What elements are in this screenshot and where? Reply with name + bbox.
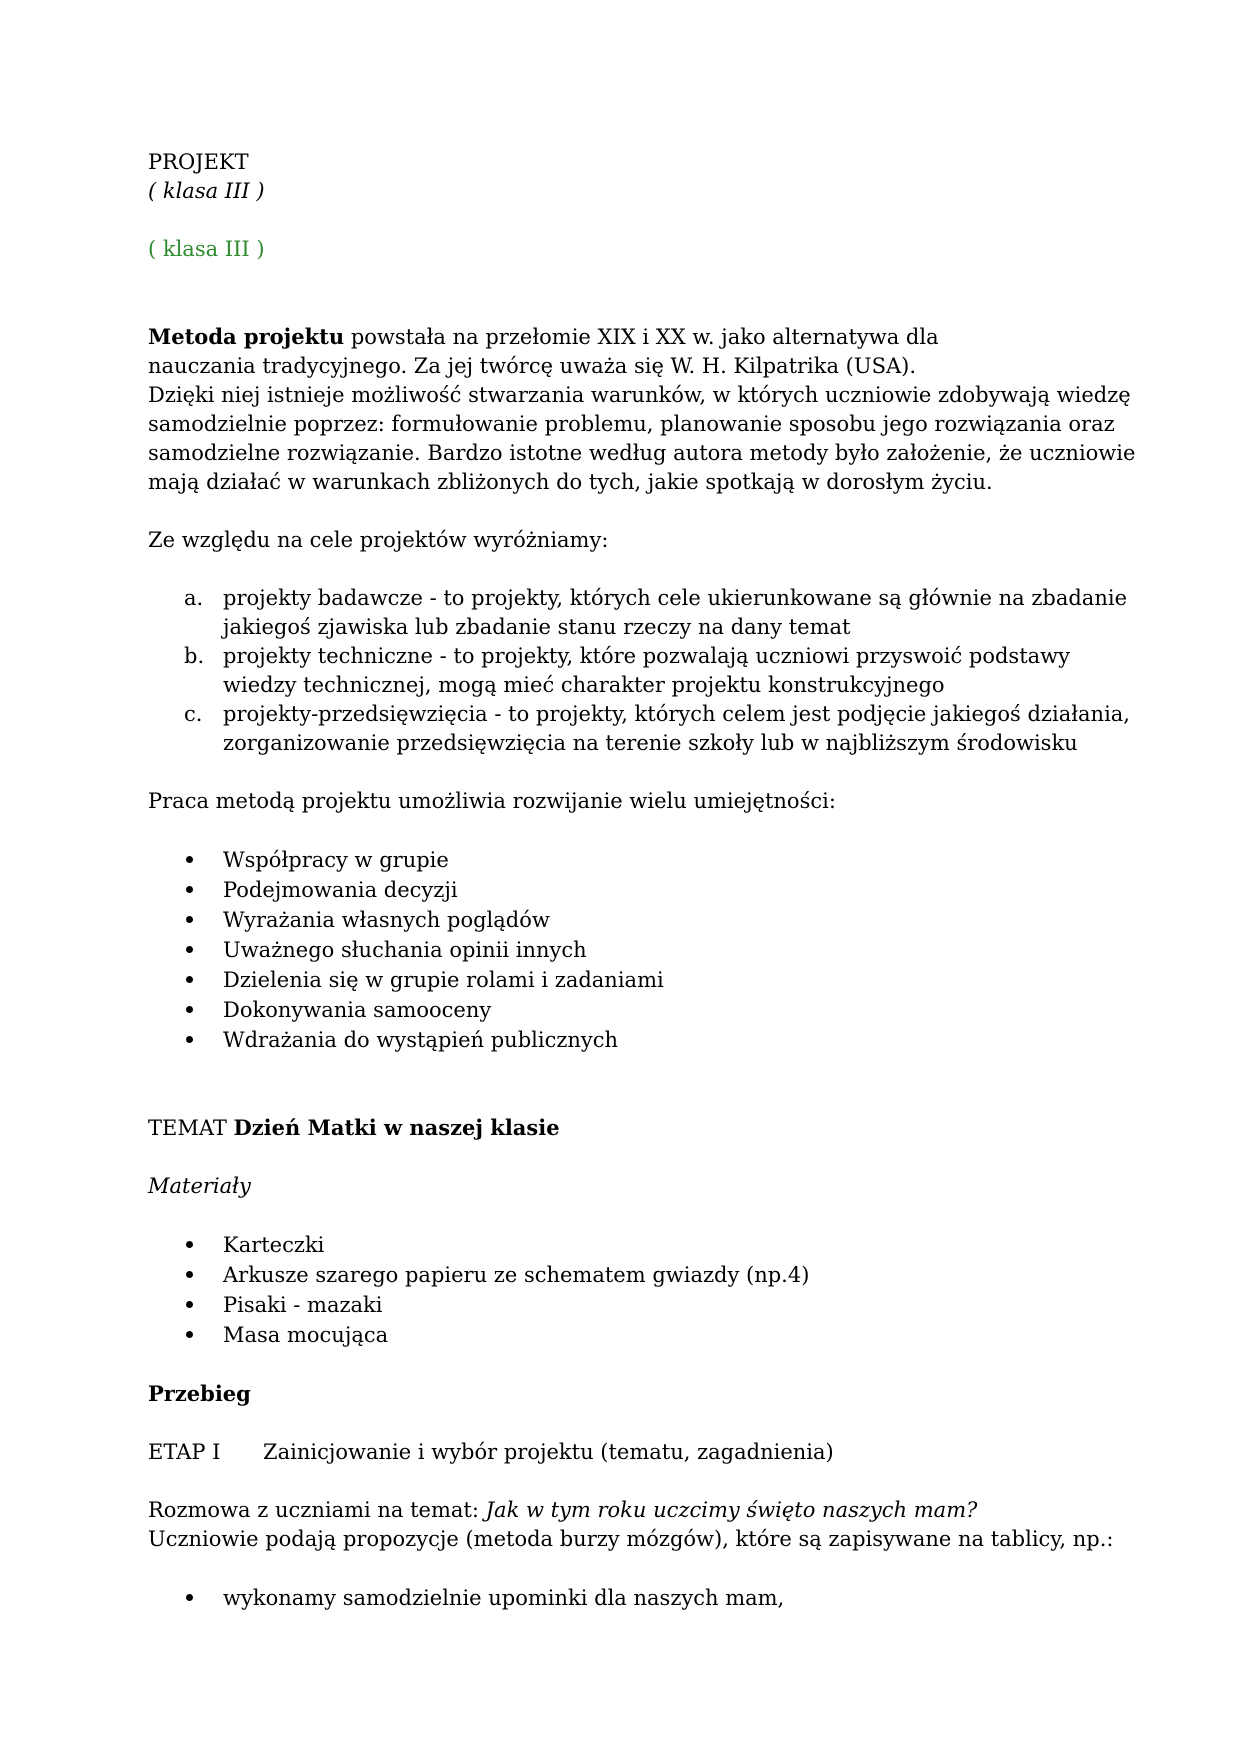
topic-line — [148, 1113, 1140, 1143]
list-item-text: Współpracy w grupie — [223, 848, 449, 872]
list-item-text: projekty techniczne - to projekty, które pozwalają uczniowi przyswoić podstawy wiedzy technicznej, mogą mieć charakter projektu konstrukcyjnego — [223, 644, 1070, 697]
list-item — [148, 905, 1140, 935]
list-item-text: Wdrażania do wystąpień publicznych — [223, 1028, 619, 1052]
spacer — [148, 497, 1140, 526]
materials-list — [148, 1230, 1140, 1350]
topic-label: TEMAT — [148, 1116, 234, 1140]
bullet-icon — [186, 886, 193, 893]
list-marker: b. — [184, 644, 205, 668]
intro-line1-text: powstała na przełomie XIX i XX w. jako alternatywa dla — [344, 325, 939, 349]
course-heading-text: Przebieg — [148, 1381, 251, 1406]
spacer — [148, 206, 1140, 235]
spacer — [148, 816, 1140, 845]
list-item-text: Podejmowania decyzji — [223, 878, 458, 902]
etap-label: ETAP I — [148, 1440, 221, 1464]
list-item — [148, 935, 1140, 965]
list-item — [148, 995, 1140, 1025]
list-item — [148, 1583, 1140, 1613]
list-marker: a. — [184, 586, 204, 610]
spacer — [148, 1409, 1140, 1438]
spacer — [148, 1201, 1140, 1230]
list-item — [148, 1260, 1140, 1290]
spacer — [148, 758, 1140, 787]
list-item — [148, 875, 1140, 905]
bullet-icon — [186, 1271, 193, 1278]
goals-list — [148, 584, 1140, 758]
list-item — [148, 1230, 1140, 1260]
bullet-icon — [186, 916, 193, 923]
list-item-text: wykonamy samodzielnie upominki dla naszych mam, — [223, 1586, 785, 1610]
bullet-icon — [186, 1301, 193, 1308]
list-item-text: projekty badawcze - to projekty, których cele ukierunkowane są głównie na zbadanie jakiegoś zjawiska lub zbadanie stanu rzeczy na dany temat — [223, 586, 1127, 639]
list-item-text: projekty-przedsięwzięcia - to projekty, których celem jest podjęcie jakiegoś działania, zorganizowanie przedsięwzięcia na terenie szkoły lub w najbliższym środowisku — [223, 702, 1130, 755]
list-item-text: Masa mocująca — [223, 1323, 389, 1347]
bullet-icon — [186, 1036, 193, 1043]
document-subtitle: ( klasa III ) — [148, 179, 265, 203]
talk-question: Jak w tym roku uczcimy święto naszych mam? — [485, 1498, 978, 1522]
spacer — [148, 264, 1140, 322]
intro-paragraph — [148, 322, 1140, 381]
intro-bold-term: Metoda projektu — [148, 324, 345, 349]
talk-line — [148, 1496, 1140, 1525]
proposals-line: Uczniowie podają propozycje (metoda burzy mózgów), które są zapisywane na tablicy, np.: — [148, 1527, 1114, 1551]
spacer — [148, 1143, 1140, 1172]
document-body — [148, 148, 1140, 1613]
list-item — [148, 584, 1140, 642]
spacer — [148, 1467, 1140, 1496]
bullet-icon — [186, 1594, 193, 1601]
document-subtitle-green: ( klasa III ) — [148, 237, 265, 261]
skills-list — [148, 845, 1140, 1055]
bullet-icon — [186, 946, 193, 953]
document-title: PROJEKT — [148, 150, 249, 174]
intro-paragraph-2: Dzięki niej istnieje możliwość stwarzania warunków, w których uczniowie zdobywają wiedzę samodzielnie poprzez: formułowanie problemu, planowanie sposobu jego rozwiązania oraz samodzielne rozwiązanie. Bardzo istotne według autora metody było założenie, że uczniowie mają działać w warunkach zbliżonych do tych, jakie spotkają w dorosłym życiu. — [148, 383, 1136, 494]
list-item — [148, 965, 1140, 995]
spacer — [148, 1350, 1140, 1379]
list-item — [148, 845, 1140, 875]
proposals-list — [148, 1583, 1140, 1613]
list-item — [148, 1320, 1140, 1350]
etap-line — [148, 1438, 1140, 1467]
bullet-icon — [186, 1331, 193, 1338]
list-item-text: Wyrażania własnych poglądów — [223, 908, 550, 932]
list-item-text: Uważnego słuchania opinii innych — [223, 938, 587, 962]
list-item-text: Dzielenia się w grupie rolami i zadaniami — [223, 968, 664, 992]
course-heading — [148, 1379, 1140, 1409]
spacer — [148, 1055, 1140, 1113]
list-marker: c. — [184, 702, 203, 726]
spacer — [148, 1554, 1140, 1583]
list-item-text: Pisaki - mazaki — [223, 1293, 383, 1317]
materials-heading: Materiały — [148, 1174, 251, 1198]
list-item — [148, 700, 1140, 758]
etap-text: Zainicjowanie i wybór projektu (tematu, zagadnienia) — [263, 1440, 834, 1464]
skills-heading: Praca metodą projektu umożliwia rozwijanie wielu umiejętności: — [148, 789, 836, 813]
list-item — [148, 642, 1140, 700]
bullet-icon — [186, 1006, 193, 1013]
spacer — [148, 555, 1140, 584]
bullet-icon — [186, 1241, 193, 1248]
goals-heading: Ze względu na cele projektów wyróżniamy: — [148, 528, 609, 552]
list-item-text: Arkusze szarego papieru ze schematem gwiazdy (np.4) — [223, 1263, 810, 1287]
list-item — [148, 1025, 1140, 1055]
talk-prefix: Rozmowa z uczniami na temat: — [148, 1498, 486, 1522]
list-item — [148, 1290, 1140, 1320]
bullet-icon — [186, 856, 193, 863]
list-item-text: Karteczki — [223, 1233, 325, 1257]
intro-line2-text: nauczania tradycyjnego. Za jej twórcę uważa się W. H. Kilpatrika (USA). — [148, 354, 916, 378]
bullet-icon — [186, 976, 193, 983]
topic-title: Dzień Matki w naszej klasie — [233, 1115, 560, 1140]
list-item-text: Dokonywania samooceny — [223, 998, 492, 1022]
